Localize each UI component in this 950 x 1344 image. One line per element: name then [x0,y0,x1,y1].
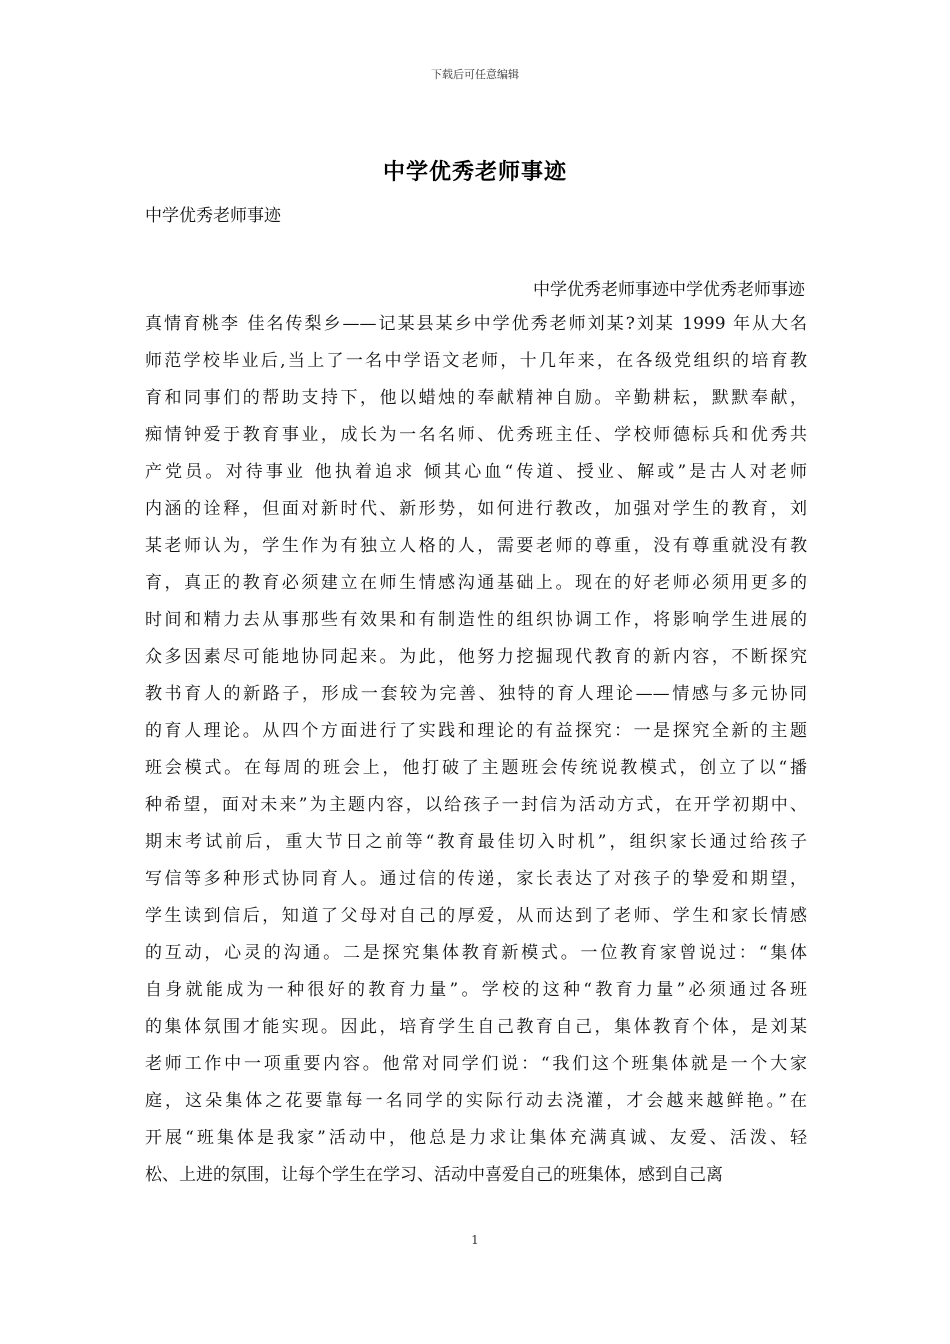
body-line: 的集体氛围才能实现。因此，培育学生自己教育自己，集体教育个体，是刘某 [145,1017,807,1037]
body-line: 种希望，面对未来”为主题内容，以给孩子一封信为活动方式，在开学初期中、 [145,795,807,815]
body-line: 时间和精力去从事那些有效果和有制造性的组织协调工作，将影响学生进展的 [145,610,807,630]
body-line: 松、上进的氛围，让每个学生在学习、活动中喜爱自己的班集体，感到自己离 [145,1165,723,1185]
body-line: 产党员。对待事业 他执着追求 倾其心血“传道、授业、解或”是古人对老师 [145,462,807,482]
body-line: 学生读到信后，知道了父母对自己的厚爱，从而达到了老师、学生和家长情感 [145,906,807,926]
body-line: 庭，这朵集体之花要靠每一名同学的实际行动去浇灌，才会越来越鲜艳。”在 [145,1091,807,1111]
body-line: 师范学校毕业后,当上了一名中学语文老师，十几年来，在各级党组织的培育教 [145,351,807,371]
document-subtitle: 中学优秀老师事迹 [145,206,281,226]
body-line: 老师工作中一项重要内容。他常对同学们说：“我们这个班集体就是一个大家 [145,1054,807,1074]
body-line: 的互动，心灵的沟通。二是探究集体教育新模式。一位教育家曾说过：“集体 [145,943,807,963]
page-number: 1 [471,1233,479,1247]
body-line: 痴情钟爱于教育事业，成长为一名名师、优秀班主任、学校师德标兵和优秀共 [145,425,807,445]
body-line: 育和同事们的帮助支持下，他以蜡烛的奉献精神自励。辛勤耕耘，默默奉献， [145,388,807,408]
body-line: 自身就能成为一种很好的教育力量”。学校的这种“教育力量”必须通过各班 [145,980,807,1000]
body-line: 内涵的诠释，但面对新时代、新形势，如何进行教改，加强对学生的教育，刘 [145,499,807,519]
body-line: 期末考试前后，重大节日之前等“教育最佳切入时机”，组织家长通过给孩子 [145,832,807,852]
header-note: 下载后可任意编辑 [431,68,519,81]
body-line: 真情育桃李 佳名传梨乡——记某县某乡中学优秀老师刘某?刘某 1999 年从大名 [145,314,807,334]
body-line: 写信等多种形式协同育人。通过信的传递，家长表达了对孩子的挚爱和期望， [145,869,807,889]
document-title: 中学优秀老师事迹 [382,159,567,185]
body-line: 众多因素尽可能地协同起来。为此，他努力挖掘现代教育的新内容，不断探究 [145,647,807,667]
body-text [145,306,807,1194]
body-line: 育，真正的教育必须建立在师生情感沟通基础上。现在的好老师必须用更多的 [145,573,807,593]
body-line: 班会模式。在每周的班会上，他打破了主题班会传统说教模式，创立了以“播 [145,758,807,778]
body-line: 开展“班集体是我家”活动中，他总是力求让集体充满真诚、友爱、活泼、轻 [145,1128,807,1148]
right-aligned-heading: 中学优秀老师事迹中学优秀老师事迹 [533,280,805,300]
body-line: 某老师认为，学生作为有独立人格的人，需要老师的尊重，没有尊重就没有教 [145,536,807,556]
body-line: 的育人理论。从四个方面进行了实践和理论的有益探究：一是探究全新的主题 [145,721,807,741]
body-line: 教书育人的新路子，形成一套较为完善、独特的育人理论——情感与多元协同 [145,684,807,704]
